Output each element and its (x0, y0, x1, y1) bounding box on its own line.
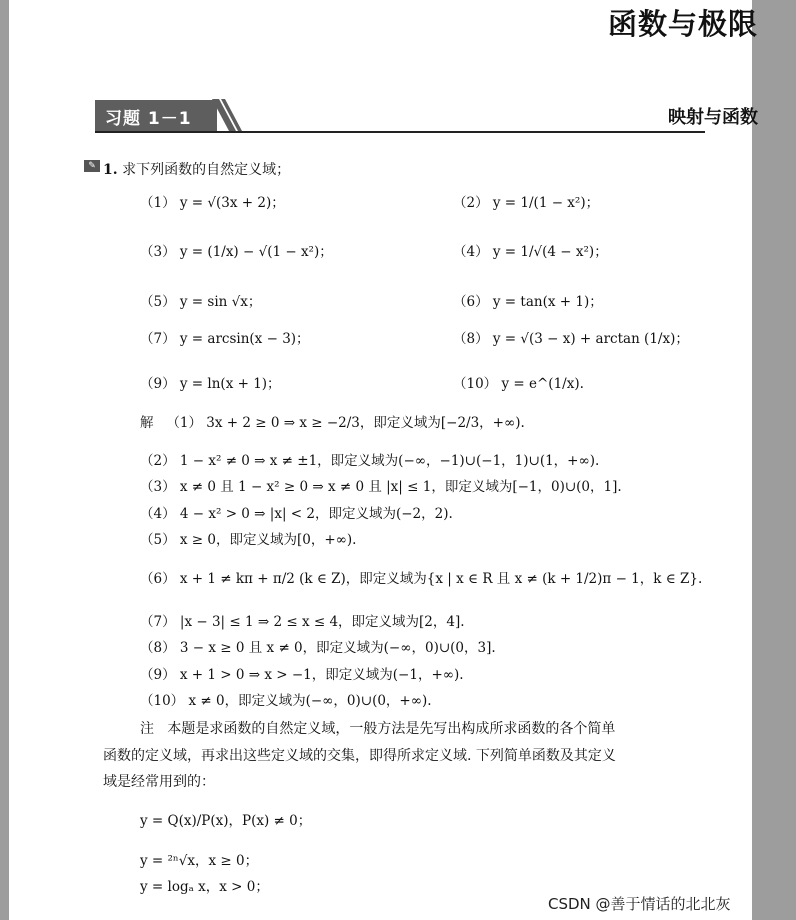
solution-line-6: （6） x + 1 ≠ kπ + π/2 (k ∈ Z)，即定义域为{x | x ∈ R 且 x ≠ (k + 1/2)π − 1，k ∈ Z}. (140, 571, 703, 587)
item-10-formula: y = e^(1/x). (501, 376, 584, 392)
question-prompt: 求下列函数的自然定义域； (122, 162, 291, 178)
exercise-band (95, 100, 217, 131)
solution-line-10: （10） x ≠ 0，即定义域为(−∞，0)∪(0，+∞). (140, 693, 432, 709)
note-formula-1: y = Q(x)/P(x)，P(x) ≠ 0； (140, 813, 312, 829)
solution-line-4: （4） 4 − x² > 0 ⇒ |x| < 2，即定义域为(−2，2). (140, 506, 453, 522)
item-8: （8） y = √(3 − x) + arctan (1/x)； (453, 331, 689, 347)
note-line-3: 域是经常用到的： (103, 774, 215, 790)
note-formula-2: y = ²ⁿ√x，x ≥ 0； (140, 853, 259, 869)
item-5: （5） y = sin √x； (140, 294, 262, 310)
solution-line-9: （9） x + 1 > 0 ⇒ x > −1，即定义域为(−1，+∞). (140, 667, 464, 683)
item-1-formula: y = √(3x + 2)； (179, 195, 285, 211)
question-title (103, 159, 290, 179)
note-lead: 注 (140, 721, 154, 737)
section-title: 映射与函数 (668, 107, 758, 128)
note-formula-3: y = logₐ x，x > 0； (140, 879, 269, 895)
exercise-label: 习题 1－1 (105, 109, 192, 129)
item-9-formula: y = ln(x + 1)； (179, 376, 281, 392)
solution-lead: 解 (140, 415, 154, 431)
item-1: （1） y = √(3x + 2)； (140, 195, 285, 211)
item-7-formula: y = arcsin(x − 3)； (179, 331, 310, 347)
item-6-formula: y = tan(x + 1)； (492, 294, 603, 310)
question-number: 1. (103, 162, 118, 178)
item-10: （10） y = e^(1/x). (453, 376, 584, 392)
note-line-2: 函数的定义域，再求出这些定义域的交集，即得所求定义域. 下列简单函数及其定义 (103, 748, 616, 764)
item-8-formula: y = √(3 − x) + arctan (1/x)； (492, 331, 689, 347)
footer-watermark: CSDN @善于情话的北北灰 (548, 895, 731, 913)
solution-line-1: 解 （1） 3x + 2 ≥ 0 ⇒ x ≥ −2/3，即定义域为[−2/3，+∞). (140, 415, 525, 431)
item-2-formula: y = 1/(1 − x²)； (492, 195, 600, 211)
item-3-formula: y = (1/x) − √(1 − x²)； (179, 244, 333, 260)
header-rule (95, 131, 705, 133)
item-7: （7） y = arcsin(x − 3)； (140, 331, 310, 347)
item-9: （9） y = ln(x + 1)； (140, 376, 281, 392)
solution-line-7: （7） |x − 3| ≤ 1 ⇒ 2 ≤ x ≤ 4，即定义域为[2，4]. (140, 614, 465, 630)
solution-line-2: （2） 1 − x² ≠ 0 ⇒ x ≠ ±1，即定义域为(−∞，−1)∪(−1，1)∪(1，+∞). (140, 453, 600, 469)
item-3: （3） y = (1/x) − √(1 − x²)； (140, 244, 333, 260)
item-2: （2） y = 1/(1 − x²)； (453, 195, 600, 211)
note-line-1: 注 本题是求函数的自然定义域，一般方法是先写出构成所求函数的各个简单 (140, 721, 616, 737)
item-6: （6） y = tan(x + 1)； (453, 294, 603, 310)
item-4-formula: y = 1/√(4 − x²)； (492, 244, 608, 260)
item-4: （4） y = 1/√(4 − x²)； (453, 244, 608, 260)
item-5-formula: y = sin √x； (179, 294, 262, 310)
solution-line-8: （8） 3 − x ≥ 0 且 x ≠ 0，即定义域为(−∞，0)∪(0，3]. (140, 640, 496, 656)
band-slash-decoration (212, 99, 246, 132)
chapter-title: 函数与极限 (607, 7, 758, 41)
solution-line-3: （3） x ≠ 0 且 1 − x² ≥ 0 ⇒ x ≠ 0 且 |x| ≤ 1，即定义域为[−1，0)∪(0，1]. (140, 479, 622, 495)
solution-line-5: （5） x ≥ 0，即定义域为[0，+∞). (140, 532, 357, 548)
pencil-icon: ✎ (84, 160, 100, 172)
